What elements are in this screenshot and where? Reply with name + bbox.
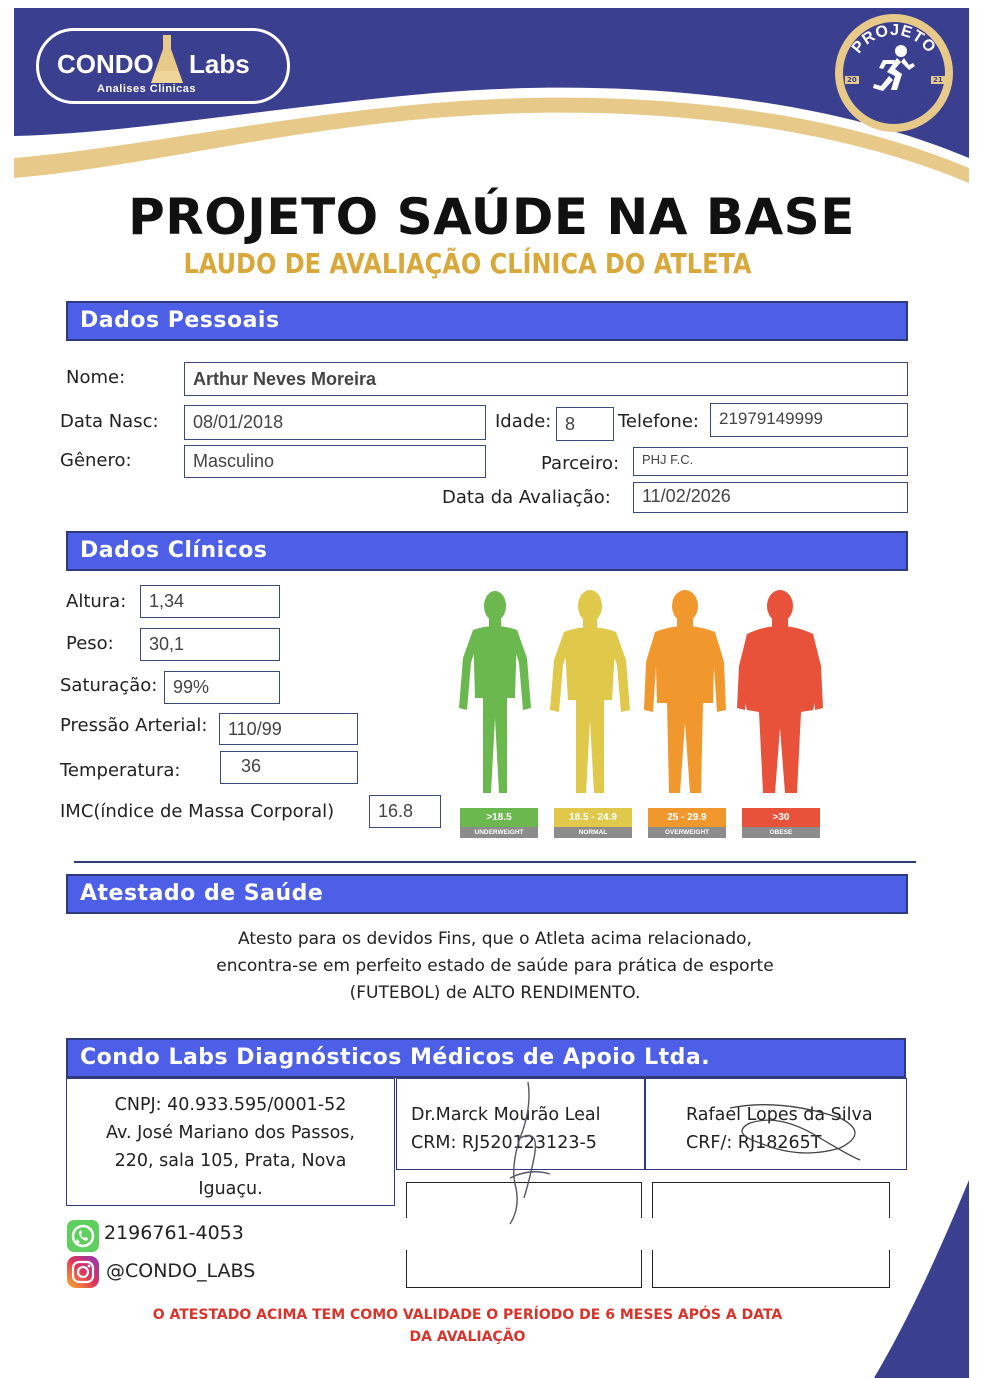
age-field[interactable]: 8 — [556, 407, 614, 441]
bmi-range-overweight: 25 - 29.9 — [648, 808, 726, 827]
instagram-handle: @CONDO_LABS — [106, 1260, 256, 1282]
logo-text-left: CONDO — [57, 49, 154, 79]
page-subtitle: LAUDO DE AVALIAÇÃO CLÍNICA DO ATLETA — [183, 247, 752, 281]
bmi-label: IMC(índice de Massa Corporal) — [60, 801, 335, 822]
company-address-3: Iguaçu. — [198, 1179, 263, 1199]
bmi-range-obese: >30 — [742, 808, 820, 827]
name-field[interactable]: Arthur Neves Moreira — [184, 362, 908, 396]
eval-date-label: Data da Avaliação: — [442, 487, 611, 508]
weight-label: Peso: — [66, 633, 114, 654]
partner-label: Parceiro: — [541, 453, 620, 474]
bmi-category-overweight: OVERWEIGHT — [648, 827, 726, 838]
flask-icon — [147, 33, 187, 89]
section-personal-header: Dados Pessoais — [66, 301, 908, 341]
partner-field[interactable]: PHJ F.C. — [633, 447, 908, 476]
body-normal-figure — [548, 588, 634, 804]
logo-text-right: Labs — [189, 49, 250, 79]
phone-field[interactable]: 21979149999 — [710, 403, 908, 437]
certificate-text — [60, 926, 930, 1007]
bmi-field[interactable]: 16.8 — [369, 795, 441, 828]
badge-top-text: PROJETO — [848, 21, 940, 57]
dob-field[interactable]: 08/01/2018 — [184, 405, 486, 440]
section-certificate-header: Atestado de Saúde — [66, 874, 908, 914]
validity-notice-line-2: DA AVALIAÇÃO — [409, 1329, 526, 1345]
condo-labs-logo — [36, 28, 290, 104]
height-field[interactable]: 1,34 — [140, 585, 280, 618]
pharmacist-signature — [720, 1088, 870, 1168]
company-address-2: 220, sala 105, Prata, Nova — [114, 1151, 347, 1171]
section-divider — [74, 861, 916, 863]
bmi-range-underweight: >18.5 — [460, 808, 538, 827]
validity-notice-line-1: O ATESTADO ACIMA TEM COMO VALIDADE O PERÍODO DE 6 MESES APÓS A DATA — [152, 1307, 783, 1323]
section-company-header: Condo Labs Diagnósticos Médicos de Apoio Ltda. — [66, 1038, 906, 1078]
badge-year-right: 21 — [933, 76, 943, 84]
whatsapp-icon — [66, 1219, 100, 1253]
doctor-name: Dr.Marck Mourão Leal — [411, 1105, 601, 1125]
company-cnpj: CNPJ: 40.933.595/0001-52 — [114, 1095, 347, 1115]
eval-date-field[interactable]: 11/02/2026 — [633, 482, 908, 513]
certificate-line-3: (FUTEBOL) de ALTO RENDIMENTO. — [349, 983, 641, 1003]
bmi-category-normal: NORMAL — [554, 827, 632, 838]
age-label: Idade: — [495, 411, 552, 432]
name-label: Nome: — [66, 367, 126, 388]
pressure-label: Pressão Arterial: — [60, 715, 208, 736]
gender-field[interactable]: Masculino — [184, 445, 486, 478]
bmi-chart — [455, 588, 830, 848]
body-overweight-figure — [643, 588, 729, 804]
company-address-1: Av. José Mariano dos Passos, — [106, 1123, 355, 1143]
certificate-line-1: Atesto para os devidos Fins, que o Atleta acima relacionado, — [238, 929, 752, 949]
height-label: Altura: — [66, 591, 127, 612]
project-badge — [835, 14, 953, 132]
bmi-range-normal: 18.5 - 24.9 — [554, 808, 632, 827]
dob-label: Data Nasc: — [60, 411, 159, 432]
pharmacist-name: Rafael Lopes da Silva — [686, 1105, 873, 1125]
page-title: PROJETO SAÚDE NA BASE — [128, 188, 855, 246]
bmi-category-obese: OBESE — [742, 827, 820, 838]
company-info-box — [66, 1078, 395, 1206]
doctor-crm: CRM: RJ520123123-5 — [411, 1133, 597, 1153]
badge-year-left: 20 — [847, 76, 857, 84]
body-obese-figure — [737, 588, 823, 804]
validity-notice — [100, 1304, 835, 1348]
phone-label: Telefone: — [618, 411, 699, 432]
runner-icon — [871, 44, 917, 100]
bmi-category-underweight: UNDERWEIGHT — [460, 827, 538, 838]
gender-label: Gênero: — [60, 450, 132, 471]
certificate-line-2: encontra-se em perfeito estado de saúde para prática de esporte — [216, 956, 774, 976]
doctor-signature — [480, 1078, 580, 1228]
body-underweight-figure — [455, 588, 541, 804]
pressure-field[interactable]: 110/99 — [219, 713, 358, 745]
badge-bottom-text: SAÚDE NA BASE — [853, 92, 935, 123]
temperature-label: Temperatura: — [60, 760, 181, 781]
temperature-field[interactable]: 36 — [220, 751, 358, 784]
logo-subtitle: Analises Clinicas — [97, 83, 196, 95]
instagram-icon — [66, 1255, 100, 1289]
section-clinical-header: Dados Clínicos — [66, 531, 908, 571]
saturation-field[interactable]: 99% — [164, 671, 280, 704]
whatsapp-number: 2196761-4053 — [104, 1222, 244, 1244]
pharmacist-signature-area[interactable] — [652, 1182, 890, 1288]
weight-field[interactable]: 30,1 — [140, 628, 280, 661]
saturation-label: Saturação: — [60, 675, 158, 696]
pharmacist-crf: CRF/: RJ18265T — [686, 1133, 822, 1153]
